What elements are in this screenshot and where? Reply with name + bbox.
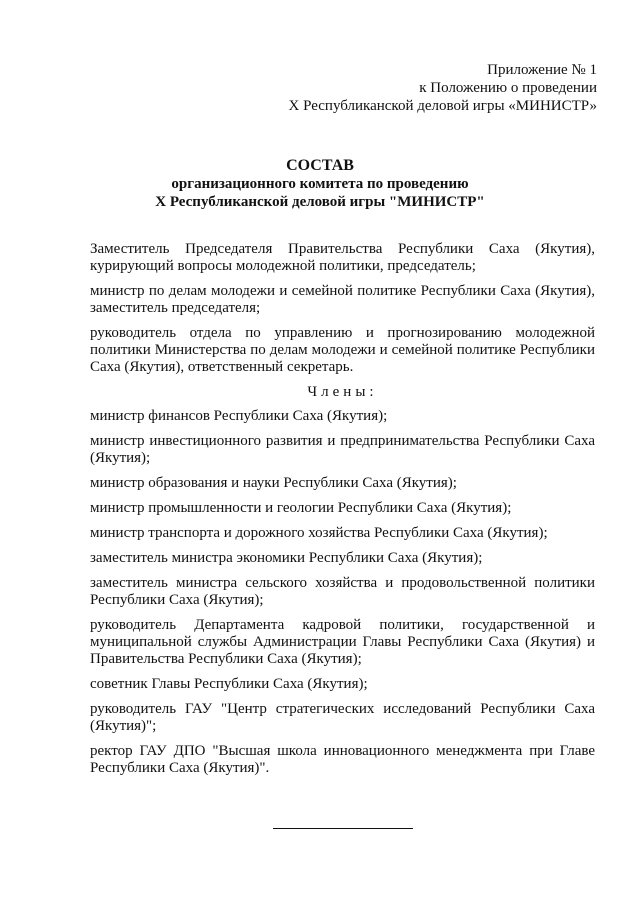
member-item: руководитель Департамента кадровой политики, государственной и муниципальной службы Администрации Главы Республики Саха (Якутия) и Правительства Республики Саха (Якутия); [90, 617, 595, 667]
leadership-item-chair: Заместитель Председателя Правительства Республики Саха (Якутия), курирующий вопросы молодежной политики, председатель; [90, 241, 595, 274]
document-title [0, 157, 640, 211]
annex-number: Приложение № 1 [487, 62, 597, 78]
committee-body [90, 241, 595, 785]
members-heading: Члены: [307, 384, 378, 400]
closing-divider [273, 828, 413, 829]
annex-regulation: к Положению о проведении [419, 80, 597, 96]
member-item: министр транспорта и дорожного хозяйства Республики Саха (Якутия); [90, 525, 548, 541]
member-item: руководитель ГАУ "Центр стратегических исследований Республики Саха (Якутия)"; [90, 701, 595, 734]
annex-event: Х Республиканской деловой игры «МИНИСТР» [288, 98, 597, 114]
member-item: министр инвестиционного развития и предпринимательства Республики Саха (Якутия); [90, 433, 595, 466]
title-subheading: организационного комитета по проведению [171, 176, 469, 192]
member-item: министр промышленности и геологии Республики Саха (Якутия); [90, 500, 512, 516]
title-event: Х Республиканской деловой игры "МИНИСТР" [155, 194, 485, 210]
leadership-item-secretary: руководитель отдела по управлению и прогнозированию молодежной политики Министерства по делам молодежи и семейной политике Республики Саха (Якутия), ответственный секретарь. [90, 325, 595, 375]
member-item: советник Главы Республики Саха (Якутия); [90, 676, 368, 692]
member-item: ректор ГАУ ДПО "Высшая школа инновационного менеджмента при Главе Республики Саха (Якутия)". [90, 743, 595, 776]
member-item: заместитель министра сельского хозяйства и продовольственной политики Республики Саха (Якутия); [90, 575, 595, 608]
member-item: министр образования и науки Республики Саха (Якутия); [90, 475, 457, 491]
member-item: министр финансов Республики Саха (Якутия); [90, 408, 388, 424]
annex-reference [277, 61, 597, 115]
leadership-item-deputy: министр по делам молодежи и семейной политике Республики Саха (Якутия), заместитель председателя; [90, 283, 595, 316]
title-heading: СОСТАВ [286, 157, 354, 174]
member-item: заместитель министра экономики Республики Саха (Якутия); [90, 550, 483, 566]
